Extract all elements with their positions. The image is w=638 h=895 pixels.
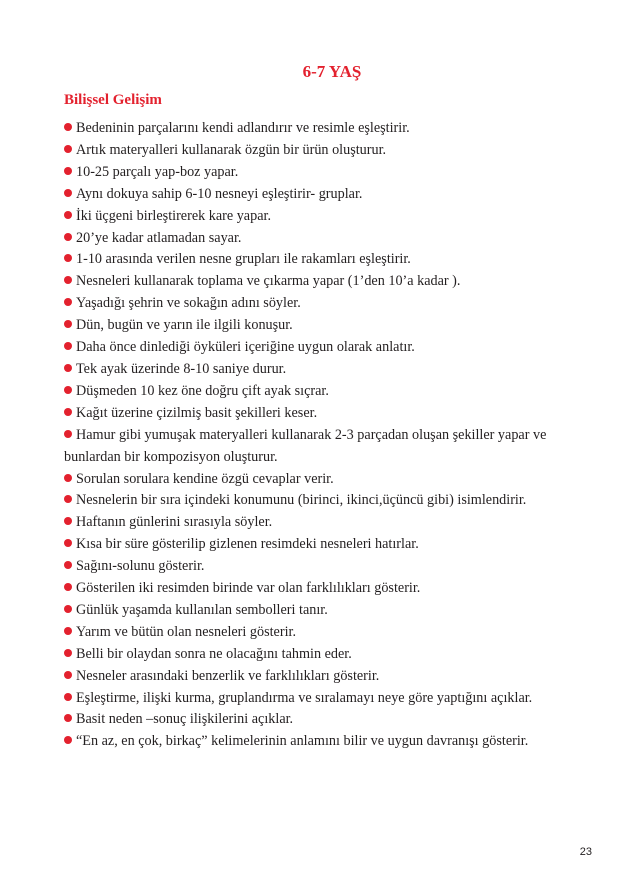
bullet-icon <box>64 342 72 350</box>
list-item-text: 20’ye kadar atlamadan sayar. <box>76 229 242 246</box>
list-item-text: Aynı dokuya sahip 6-10 nesneyi eşleştirir- gruplar. <box>76 185 363 202</box>
list-item <box>64 184 584 206</box>
bullet-icon <box>64 145 72 153</box>
list-item-text: Yaşadığı şehrin ve sokağın adını söyler. <box>76 295 301 312</box>
list-item-text: 1-10 arasında verilen nesne grupları ile rakamları eşleştirir. <box>76 251 411 268</box>
bullet-icon <box>64 386 72 394</box>
bullet-icon <box>64 517 72 525</box>
list-item-text: Belli bir olaydan sonra ne olacağını tahmin eder. <box>76 645 352 662</box>
bullet-icon <box>64 714 72 722</box>
bullet-icon <box>64 233 72 241</box>
list-item <box>64 731 584 753</box>
list-item-text: 10-25 parçalı yap-boz yapar. <box>76 163 239 180</box>
list-item-text: Bedeninin parçalarını kendi adlandırır ve resimle eşleştirir. <box>76 120 410 136</box>
bullet-icon <box>64 123 72 131</box>
bullet-icon <box>64 430 72 438</box>
list-item-text: “En az, en çok, birkaç” kelimelerinin anlamını bilir ve uygun davranışı gösterir. <box>76 733 529 750</box>
bullet-icon <box>64 693 72 701</box>
list-item-text: Nesneleri kullanarak toplama ve çıkarma yapar (1’den 10’a kadar ). <box>76 273 461 290</box>
bullet-icon <box>64 495 72 503</box>
page-number: 23 <box>579 846 592 858</box>
list-item-text: İki üçgeni birleştirerek kare yapar. <box>76 207 271 224</box>
list-item <box>64 556 584 578</box>
bullet-icon <box>64 189 72 197</box>
page-title: 6-7 YAŞ <box>302 62 362 81</box>
list-item-text: Tek ayak üzerinde 8-10 saniye durur. <box>76 360 287 377</box>
list-item <box>64 206 584 228</box>
list-item <box>64 249 584 271</box>
list-item <box>64 118 584 140</box>
list-item <box>64 425 584 469</box>
bullet-icon <box>64 320 72 328</box>
list-item <box>64 709 584 731</box>
list-item <box>64 578 584 600</box>
list-item <box>64 381 584 403</box>
list-item <box>64 293 584 315</box>
list-item-text: Sorulan sorulara kendine özgü cevaplar verir. <box>76 470 334 487</box>
bullet-icon <box>64 408 72 416</box>
bullet-icon <box>64 539 72 547</box>
list-item-text: Kağıt üzerine çizilmiş basit şekilleri keser. <box>76 404 318 421</box>
bullet-icon <box>64 605 72 613</box>
list-item-text: Kısa bir süre gösterilip gizlenen resimdeki nesneleri hatırlar. <box>76 536 419 553</box>
list-item-text: Yarım ve bütün olan nesneleri gösterir. <box>76 623 297 640</box>
list-item <box>64 600 584 622</box>
bullet-icon <box>64 583 72 591</box>
list-item-text: Eşleştirme, ilişki kurma, gruplandırma ve sıralamayı neye göre yaptığını açıklar. <box>76 689 533 706</box>
list-item-text: Haftanın günlerini sırasıyla söyler. <box>76 514 273 531</box>
list-item <box>64 271 584 293</box>
list-item-text: Daha önce dinlediği öyküleri içeriğine uygun olarak anlatır. <box>76 339 415 356</box>
list-item-text: Nesnelerin bir sıra içindeki konumunu (birinci, ikinci,üçüncü gibi) isimlendirir. <box>76 492 527 509</box>
bullet-icon <box>64 736 72 744</box>
list-item <box>64 315 584 337</box>
bullet-icon <box>64 254 72 262</box>
list-item <box>64 228 584 250</box>
list-item-text: Hamur gibi yumuşak materyalleri kullanarak 2-3 parçadan oluşan şekiller yapar ve bunlardan bir kompozisyon oluşturur. <box>64 426 547 465</box>
list-item-text: Nesneler arasındaki benzerlik ve farklılıkları gösterir. <box>76 667 380 684</box>
list-item-text: Düşmeden 10 kez öne doğru çift ayak sıçrar. <box>76 382 329 399</box>
list-item <box>64 534 584 556</box>
bullet-icon <box>64 671 72 679</box>
list-item <box>64 688 584 710</box>
bullet-icon <box>64 276 72 284</box>
bullet-icon <box>64 649 72 657</box>
list-item <box>64 337 584 359</box>
list-item-text: Sağını-solunu gösterir. <box>76 558 205 575</box>
list-item <box>64 490 584 512</box>
bullet-icon <box>64 364 72 372</box>
section-heading: Bilişsel Gelişim <box>64 92 162 108</box>
bullet-icon <box>64 561 72 569</box>
list-item <box>64 140 584 162</box>
list-item <box>64 512 584 534</box>
list-item <box>64 622 584 644</box>
list-item <box>64 403 584 425</box>
bullet-icon <box>64 298 72 306</box>
bullet-icon <box>64 211 72 219</box>
list-item-text: Basit neden –sonuç ilişkilerini açıklar. <box>76 711 294 728</box>
list-item-text: Gösterilen iki resimden birinde var olan farklılıkları gösterir. <box>76 580 421 597</box>
bullet-icon <box>64 627 72 635</box>
list-item-text: Dün, bugün ve yarın ile ilgili konuşur. <box>76 317 293 334</box>
list-item <box>64 644 584 666</box>
development-items-list <box>64 118 584 753</box>
list-item-text: Günlük yaşamda kullanılan sembolleri tanır. <box>76 601 328 618</box>
list-item <box>64 469 584 491</box>
list-item-text: Artık materyalleri kullanarak özgün bir ürün oluşturur. <box>76 141 387 158</box>
list-item <box>64 666 584 688</box>
bullet-icon <box>64 167 72 175</box>
list-item <box>64 162 584 184</box>
list-item <box>64 359 584 381</box>
bullet-icon <box>64 474 72 482</box>
